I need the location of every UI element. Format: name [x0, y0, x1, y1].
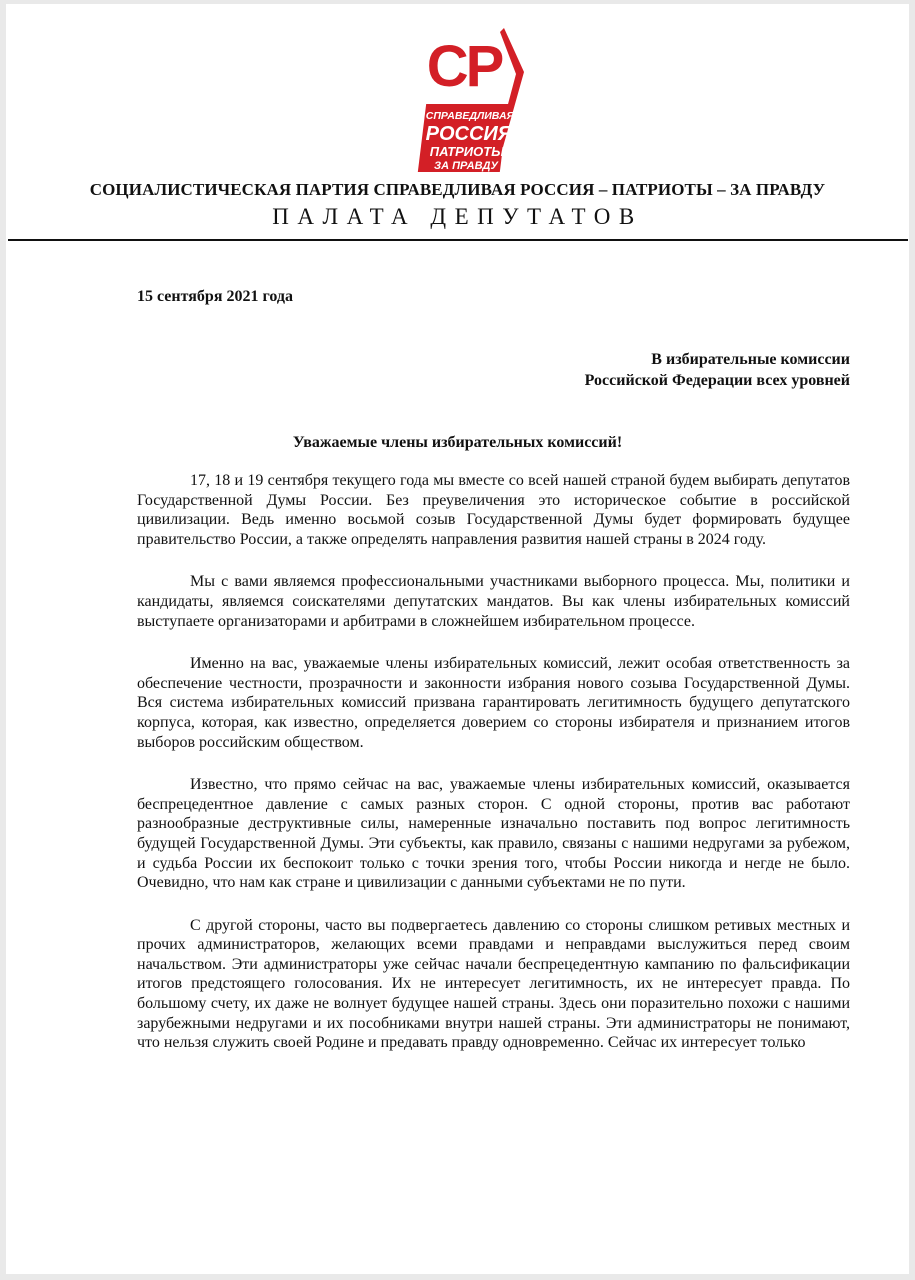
- party-logo: [416, 24, 526, 172]
- letter-page: [6, 4, 909, 1274]
- paragraph-1: 17, 18 и 19 сентября текущего года мы вместе со всей нашей страной будем выбирать депутатов Государственной Думы России. Без преувеличения это историческое событие в российской цивилизации. Ведь именно восьмой созыв Государственной Думы будет формировать будущее правительство России, а также определять направления развития нашей страны в 2024 году.: [137, 472, 850, 548]
- paragraph-5: С другой стороны, часто вы подвергаетесь давлению со стороны слишком ретивых местных и прочих администраторов, желающих всеми правдами и неправдами выслужиться перед своим начальством. Эти администраторы уже сейчас начали беспрецедентную кампанию по фальсификации итогов предстоящего голосования. Их не интересует легитимность, их не интересует правда. По большому счету, их даже не волнует будущее нашей страны. Здесь они поразительно похожи с нашими зарубежными недругами и их пособниками внутри нашей страны. Эти администраторы не понимают, что нельзя служить своей Родине и предавать правду одновременно. Сейчас их интересует только: [137, 916, 850, 1052]
- party-name: СОЦИАЛИСТИЧЕСКАЯ ПАРТИЯ СПРАВЕДЛИВАЯ РОССИЯ – ПАТРИОТЫ – ЗА ПРАВДУ: [89, 180, 826, 199]
- addressee-line-2: Российской Федерации всех уровней: [584, 372, 850, 389]
- logo-line-1: СПРАВЕДЛИВАЯ: [425, 110, 515, 122]
- logo-line-4: ЗА ПРАВДУ: [434, 160, 498, 172]
- logo-line-3: ПАТРИОТЫ: [429, 144, 505, 159]
- letter-body: [137, 471, 850, 1076]
- paragraph-3: Именно на вас, уважаемые члены избирательных комиссий, лежит особая ответственность за обеспечение честности, прозрачности и законности избрания нового созыва Государственной Думы. Вся система избирательных комиссий призвана гарантировать легитимность будущего депутатского корпуса, которая, как известно, определяется доверием со стороны избирателя и признанием итогов выборов российским обществом.: [137, 655, 850, 751]
- addressee-block: [585, 349, 850, 391]
- paragraph-4: Известно, что прямо сейчас на вас, уважаемые члены избирательных комиссий, оказывается беспрецедентное давление с самых разных сторон. С одной стороны, против вас работают разнообразные деструктивные силы, намеренные изначально поставить под вопрос легитимность будущей Государственной Думы. Эти субъекты, как правило, связаны с нашими недругами за рубежом, и судьба России их беспокоит только с точки зрения того, чтобы России никогда и негде не было. Очевидно, что нам как стране и цивилизации с данными субъектами не по пути.: [137, 776, 850, 892]
- header-divider: [8, 239, 908, 241]
- salutation: Уважаемые члены избирательных комиссий!: [292, 434, 623, 451]
- logo-line-2: РОССИЯ: [425, 123, 513, 145]
- letter-date: 15 сентября 2021 года: [137, 288, 293, 305]
- addressee-line-1: В избирательные комиссии: [651, 351, 850, 368]
- chamber-title: ПАЛАТА ДЕПУТАТОВ: [272, 204, 643, 229]
- paragraph-2: Мы с вами являемся профессиональными участниками выборного процесса. Мы, политики и кандидаты, являемся соискателями депутатских мандатов. Вы как члены избирательных комиссий выступаете организаторами и арбитрами в сложнейшем избирательном процессе.: [137, 573, 850, 630]
- logo-monogram: СР: [426, 34, 502, 99]
